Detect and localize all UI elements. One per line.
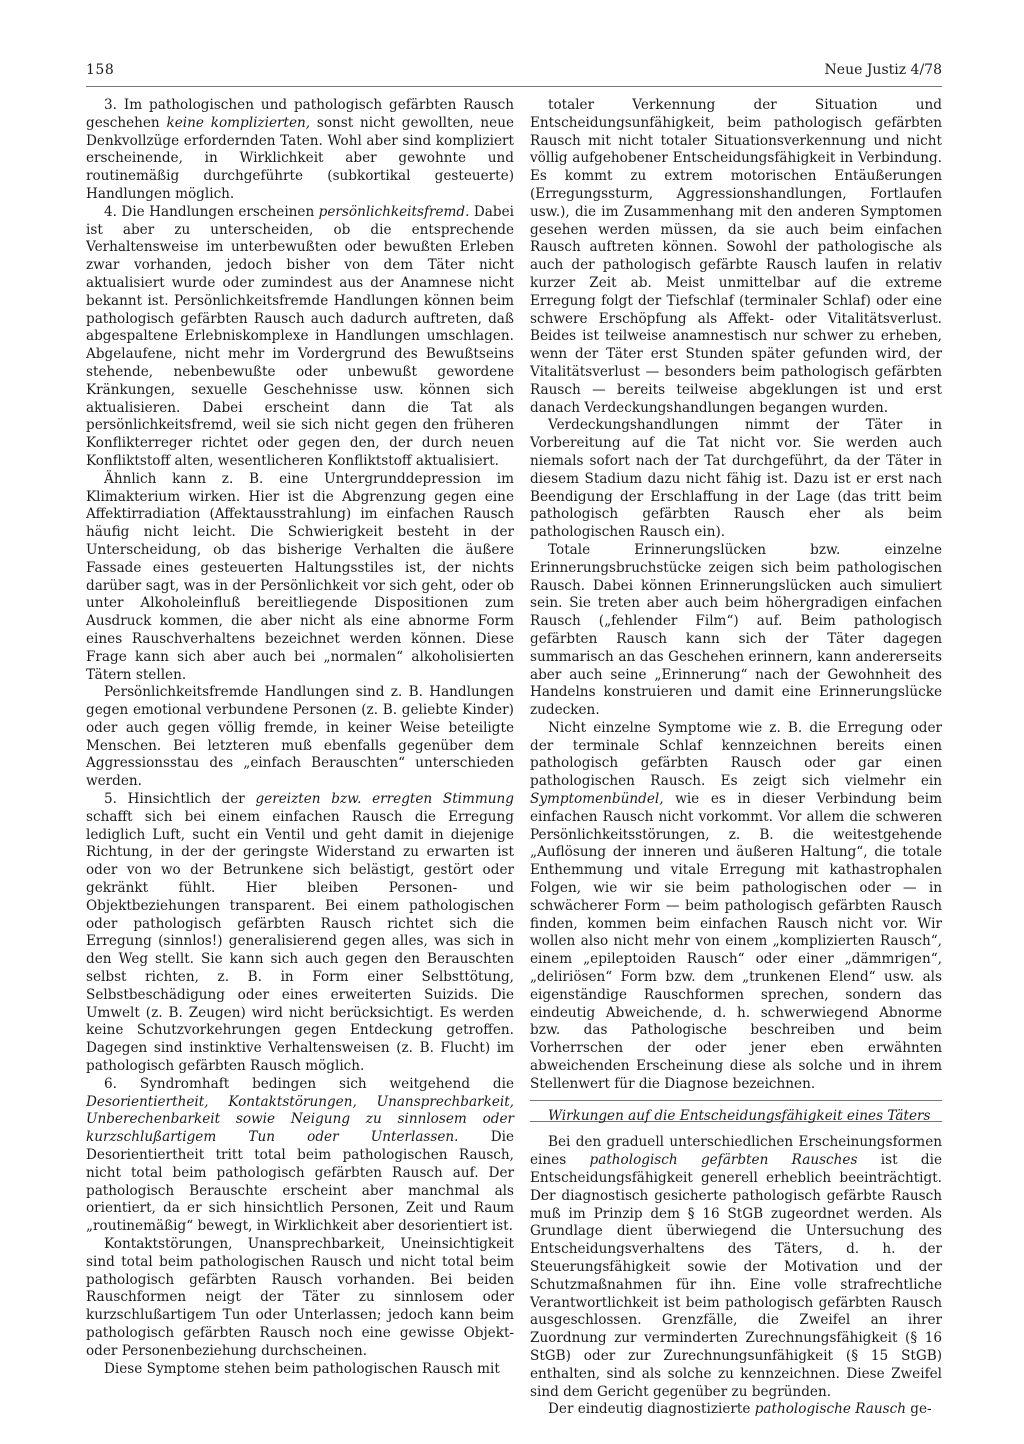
paragraph: [530, 720, 942, 1094]
emphasis-run: keine komplizierten,: [166, 114, 311, 131]
text-run: Der eindeutig diagnostizierte: [548, 1401, 755, 1418]
journal-issue: Neue Justiz 4/78: [824, 62, 942, 78]
text-run: ge-: [905, 1401, 932, 1418]
paragraph: [530, 542, 942, 720]
text-run: 5. Hinsichtlich der: [104, 791, 256, 808]
page-number: 158: [86, 62, 115, 78]
text-run: 4. Die Handlungen erscheinen: [104, 203, 319, 220]
paragraph: [86, 791, 514, 1076]
paragraph: [86, 204, 514, 471]
emphasis-run: Symptomenbündel,: [530, 791, 664, 808]
text-run: Ähnlich kann z. B. eine Untergrunddepression im Klimakterium wirken. Hier ist die Abgrenzung gegen eine Affektirradiation (Affektausstrahlung) im einfachen Rausch häufig nicht leicht. Die Schwierigkeit besteht in der Unterscheidung, ob das bisherige Verhalten die äußere Fassade eines gesteuerten Haltungsstiles ist, der nichts darüber sagt, was in der Persönlichkeit vor sich geht, oder ob unter Alkoholeinfluß bereitliegende Dispositionen zum Ausdruck kommen, die aber nicht als eine abnorme Form eines Rauschverhaltens bezeichnet werden können. Diese Frage kann sich aber auch bei „normalen“ alkoholisierten Tätern stellen.: [86, 470, 514, 683]
emphasis-run: pathologische Rausch: [754, 1401, 906, 1418]
paragraph: [86, 684, 514, 791]
paragraph: [86, 97, 514, 204]
right-column-section-body: [530, 1134, 942, 1419]
header-divider: [86, 86, 942, 87]
right-column-body: [530, 97, 942, 1094]
paragraph: [530, 1134, 942, 1401]
section-divider-top: [530, 1100, 942, 1101]
text-run: Kontaktstörungen, Unansprechbarkeit, Uneinsichtigkeit sind total beim pathologischen Rausch und nicht total beim pathologisch gefärbten Rausch vorhanden. Bei beiden Rauschformen neigt der Täter zu sinnlosem oder kurzschlußartigem Tun oder Unterlassen; jedoch kann beim pathologisch gefärbten Rausch noch eine gewisse Objekt- oder Personenbeziehung durchscheinen.: [86, 1236, 514, 1359]
text-column-right: [530, 97, 942, 1419]
text-run: Dabei ist aber zu unterscheiden, ob die entsprechende Verhaltensweise im unterbewußten oder bewußten Erleben zwar vorhanden, jedoch bisher von dem Täter nicht aktualisiert wurde oder zumindest aus der Anamnese nicht bekannt ist. Persönlichkeitsfremde Handlungen können beim pathologisch gefärbten Rausch auch dadurch auftreten, daß abgespaltene Erlebniskomplexe in Handlungen umschlagen. Abgelaufene, nicht mehr im Vordergrund des Bewußtseins stehende, nebenbewußte oder unbewußt gewordene Kränkungen, sexuelle Geschehnisse usw. können sich aktualisieren. Dabei erscheint dann die Tat als persönlichkeitsfremd, weil sie sich nicht gegen den früheren Konflikterreger richtet oder gegen den, der durch neuen Konfliktstoff alten, wesentlicheren Konfliktstoff aktualisiert.: [86, 203, 514, 469]
paragraph: [530, 417, 942, 542]
text-run: Totale Erinnerungslücken bzw. einzelne Erinnerungsbruchstücke zeigen sich beim pathologischen Rausch. Dabei können Erinnerungslücken auch simuliert sein. Sie treten aber auch beim höhergradigen einfachen Rausch („fehlender Film“) auf. Beim pathologisch gefärbten Rausch kann sich der Täter dagegen summarisch an das Geschehen erinnern, kann andererseits aber auch seine „Erinnerung“ nach der Gewohnheit des Handelns konstruieren und damit eine Erinnerungslücke zudecken.: [530, 541, 942, 719]
text-run: Nicht einzelne Symptome wie z. B. die Erregung oder der terminale Schlaf kennzeichnen bereits einen pathologisch gefärbten Rausch oder gar einen pathologischen Rausch. Es zeigt sich vielmehr ein: [530, 719, 942, 790]
text-run: 6. Syndromhaft bedingen sich weitgehend die: [104, 1075, 514, 1092]
emphasis-run: pathologisch gefärbten Rausches: [589, 1152, 858, 1169]
text-run: ist die Entscheidungsfähigkeit generell erheblich beeinträchtigt. Der diagnostisch gesicherte pathologisch gefärbte Rausch muß im Prinzip dem § 16 StGB zugeordnet werden. Als Grundlage dient überwiegend die Untersuchung des Entscheidungsverhaltens des Täters, d. h. der Steuerungsfähigkeit sowie der Motivation und der Schutzmaßnahmen für ihn. Eine volle strafrechtliche Verantwortlichkeit ist beim pathologisch gefärbten Rausch ausgeschlossen. Grenzfälle, die Zweifel an ihrer Zuordnung zur verminderten Zurechnungsfähigkeit (§ 16 StGB) oder zur Zurechnungsunfähigkeit (§ 15 StGB) enthalten, sind als solche zu kennzeichnen. Diese Zweifel sind dem Gericht gegenüber zu begründen.: [530, 1152, 942, 1400]
emphasis-run: gereizten bzw. erregten Stimmung: [255, 791, 514, 808]
text-run: Die Desorientiertheit tritt total beim pathologischen Rausch, nicht total beim pathologisch gefärbten Rausch auf. Der pathologisch Berauschte erscheint aber manchmal als orientiert, da er sich hinsichtlich Personen, Zeit und Raum „routinemäßig“ bewegt, in Wirklichkeit aber desorientiert ist.: [86, 1129, 514, 1235]
text-run: totaler Verkennung der Situation und Entscheidungsunfähigkeit, beim pathologisch gefärbten Rausch mit nicht totaler Situationsverkennung und nicht völlig aufgehobener Entscheidungsfähigkeit in Verbindung. Es kommt zu extrem motorischen Entäußerungen (Erregungssturm, Aggressionshandlungen, Fortlaufen usw.), die im Zusammenhang mit den anderen Symptomen gesehen werden müssen, da sie auch beim einfachen Rausch auftreten können. Sowohl der pathologische als auch der pathologisch gefärbte Rausch laufen in relativ kurzer Zeit ab. Meist unmittelbar auf die extreme Erregung folgt der Tiefschlaf (terminaler Schlaf) oder eine schwere Erschöpfung als Affekt- oder Vitalitätsverlust. Beides ist teilweise anamnestisch nur schwer zu erheben, wenn der Täter erst Stunden später gefunden wird, der Vitalitätsverlust — besonders beim pathologisch gefärbten Rausch — bereits teilweise abgeklungen ist und erst danach Verdeckungshandlungen begangen wurden.: [530, 97, 942, 416]
text-column-left: [86, 97, 514, 1378]
text-run: 3. Im pathologischen und pathologisch gefärbten Rausch geschehen: [86, 97, 514, 131]
paragraph: [86, 1076, 514, 1236]
text-run: schafft sich bei einem einfachen Rausch die Erregung lediglich Luft, sucht ein Ventil und geht damit in diejenige Richtung, in der der geringste Widerstand zu erwarten ist oder von wo der Betrunkene sich belästigt, gestört oder gekränkt fühlt. Hier bleiben Personen- und Objektbeziehungen transparent. Bei einem pathologischen oder pathologisch gefärbten Rausch richtet sich die Erregung (sinnlos!) generalisierend gegen alles, was sich in den Weg stellt. Sie kann sich auch gegen den Berauschten selbst richten, z. B. in Form einer Selbsttötung, Selbstbeschädigung oder eines erweiterten Suizids. Die Umwelt (z. B. Zeugen) wird nicht berücksichtigt. Es werden keine Schutzvorkehrungen gegen Entdeckung getroffen. Dagegen sind instinktive Verhaltensweisen (z. B. Flucht) im pathologisch gefärbten Rausch möglich.: [86, 808, 514, 1075]
emphasis-run: Desorientiertheit, Kontaktstörungen, Unansprechbarkeit, Unberechenbarkeit sowie Neigung zu sinnlosem oder kurzschlußartigem Tun oder Unterlassen.: [86, 1093, 514, 1146]
paragraph: [86, 1236, 514, 1361]
text-run: Verdeckungshandlungen nimmt der Täter in Vorbereitung auf die Tat nicht vor. Sie werden auch niemals sofort nach der Tat durchgeführt, da der Täter in diesem Stadium dazu nicht fähig ist. Dazu ist er erst nach Beendigung der Erschlaffung in der Lage (das tritt beim pathologisch gefärbten Rausch eher als beim pathologischen Rausch ein).: [530, 417, 942, 541]
emphasis-run: persönlichkeitsfremd.: [318, 203, 470, 220]
paragraph: [530, 97, 942, 417]
text-run: Persönlichkeitsfremde Handlungen sind z. B. Handlungen gegen emotional verbundene Personen (z. B. geliebte Kinder) oder auch gegen völlig fremde, in keiner Weise beteiligte Menschen. Bei letzteren muß ebenfalls gegenüber dem Aggressionsstau des „einfach Berauschten“ unterschieden werden.: [86, 684, 514, 790]
text-run: wie es in dieser Verbindung beim einfachen Rausch nicht vorkommt. Vor allem die schweren Persönlichkeitsstörungen, z. B. die weitestgehende „Auflösung der inneren und äußeren Haltung“, die totale Enthemmung und vitale Erregung mit kathastrophalen Folgen, wie wir sie beim pathologischen oder — in schwächerer Form — beim pathologisch gefärbten Rausch finden, kommen beim einfachen Rausch nicht vor. Wir wollen also nicht mehr von einem „komplizierten Rausch“, einem „epileptoiden Rausch“ oder einer „dämmrigen“, „deliriösen“ Form bzw. dem „trunkenen Elend“ usw. als eigenständige Rauschformen sprechen, sondern das eindeutig Abweichende, d. h. schwerwiegend Abnorme bzw. das Pathologische beschreiben und beim Vorherrschen der oder jener eben erwähnten abweichenden Erscheinung diese als solche und in ihrem Stellenwert für die Diagnose bezeichnen.: [530, 791, 942, 1092]
section-heading: Wirkungen auf die Entscheidungsfähigkeit eines Täters: [548, 1107, 931, 1124]
paragraph: [530, 1401, 942, 1419]
text-run: Bei den graduell unterschiedlichen Erscheinungsformen eines: [530, 1134, 942, 1169]
text-run: sonst nicht gewollten, neue Denkvollzüge erfordernden Taten. Wohl aber sind kompliziert erscheinende, in Wirklichkeit aber gewohnte und routinemäßig durchgeführte (subkortikal gesteuerte) Handlungen möglich.: [86, 114, 514, 202]
paragraph: [86, 471, 514, 685]
paragraph: [86, 1361, 514, 1379]
text-run: Diese Symptome stehen beim pathologischen Rausch mit: [104, 1360, 500, 1377]
